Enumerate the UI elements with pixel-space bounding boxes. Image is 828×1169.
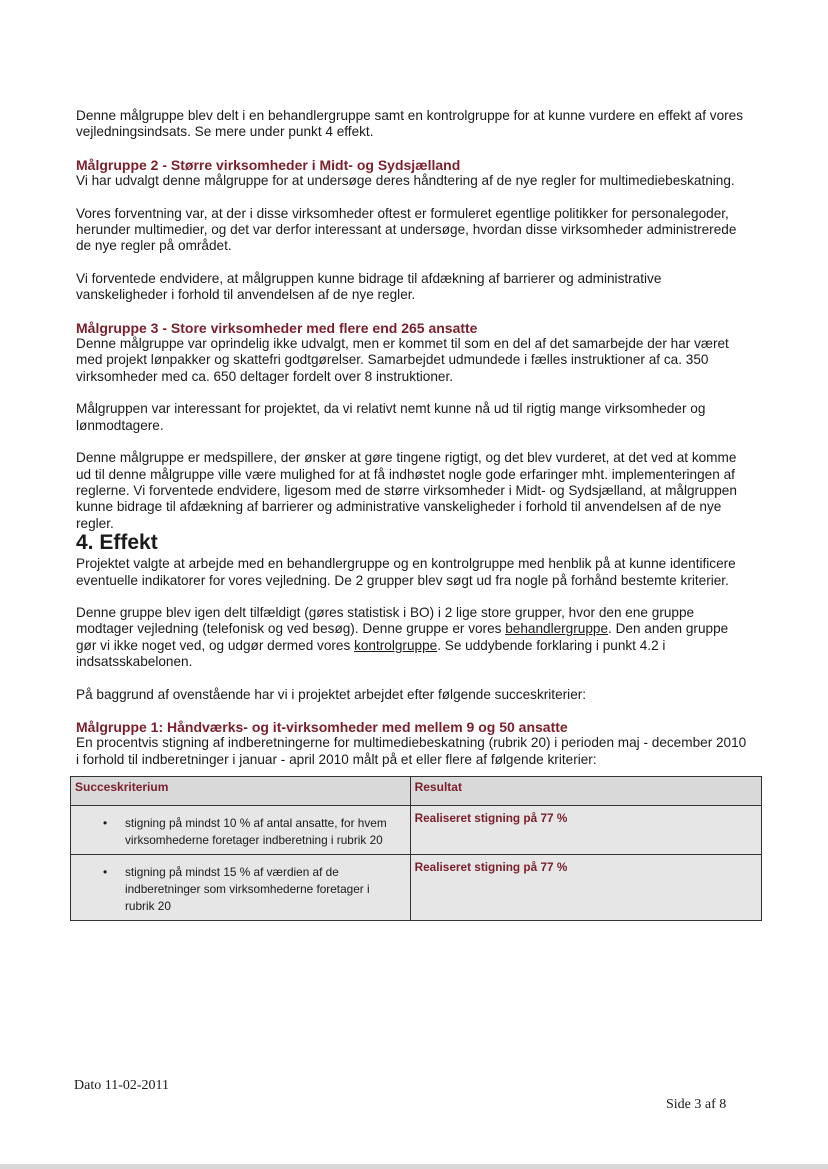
table-header-result: Resultat [410, 777, 761, 806]
effekt-p2-text-b: . Den anden gruppe gør vi ikke noget ved, og udgør dermed vores [76, 621, 729, 653]
result-text: Realiseret stigning på 77 % [414, 811, 568, 826]
group2-paragraph-3: Vi forventede endvidere, at målgruppen kunne bidrage til afdækning af barrierer og administrative vanskeligheder i forhold til anvendelsen af de nye regler. [76, 270, 662, 303]
kontrolgruppe-link: kontrolgruppe [354, 637, 438, 653]
table-header-row [71, 777, 762, 806]
success-criteria-table [70, 776, 762, 921]
table-header-criterion: Succeskriterium [71, 777, 411, 806]
group2-heading: Målgruppe 2 - Større virksomheder i Midt- og Sydsjælland [76, 156, 461, 173]
scan-edge-divider [0, 1164, 828, 1169]
table-row [71, 855, 762, 921]
footer-date: Dato 11-02-2011 [74, 1078, 169, 1093]
effekt-p2-text-a: Denne gruppe blev igen delt tilfældigt (gøres statistisk i BO) i 2 lige store grupper, hvor den ene gruppe modtager vejledning (telefonisk og ved besøg). Denne gruppe er vores [76, 604, 695, 637]
result-cell [410, 806, 761, 855]
criterion-cell [71, 855, 411, 921]
group2-paragraph-1: Vi har udvalgt denne målgruppe for at undersøge deres håndtering af de nye regler for multimediebeskatning. [76, 173, 735, 189]
criterion-item [75, 809, 406, 851]
effekt-p2-text-c: . Se uddybende forklaring i punkt 4.2 i indsatsskabelonen. [76, 637, 666, 670]
result-cell [410, 855, 761, 921]
group1-heading: Målgruppe 1: Håndværks- og it-virksomheder med mellem 9 og 50 ansatte [76, 718, 568, 735]
effekt-paragraph-3: På baggrund af ovenstående har vi i projektet arbejdet efter følgende succeskriterier: [76, 686, 587, 702]
bullet-icon: • [103, 865, 108, 880]
group3-heading: Målgruppe 3 - Store virksomheder med flere end 265 ansatte [76, 319, 478, 336]
effekt-paragraph-2 [76, 605, 752, 671]
table-row [71, 806, 762, 855]
page-content [76, 108, 752, 921]
result-text: Realiseret stigning på 77 % [414, 860, 568, 875]
group2-paragraph-2: Vores forventning var, at der i disse virksomheder oftest er formuleret egentlige politikker for personalegoder, herunder multimedier, og det var derfor interessant at undersøge, hvordan disse virksomheder administrerede de nye regler på området. [76, 205, 737, 254]
bullet-icon: • [103, 816, 108, 831]
group3-paragraph-3: Denne målgruppe er medspillere, der ønsker at gøre tingene rigtigt, og det blev vurderet, at det ved at komme ud til denne målgruppe ville være mulighed for at få indhøstet nogle gode erfaringer mht. implementeringen af reglerne. Vi forventede endvidere, ligesom med de større virksomheder i Midt- og Sydsjælland, at målgruppen kunne bidrage til afdækning af barrierer og administrative vanskeligheder i forhold til anvendelsen af de nye regler. [76, 450, 737, 531]
effekt-paragraph-1: Projektet valgte at arbejde med en behandlergruppe og en kontrolgruppe med henblik på at kunne identificere eventuelle indikatorer for vores vejledning. De 2 grupper blev søgt ud fra nogle på forhånd bestemte kriterier. [76, 556, 736, 588]
section-heading-effekt: 4. Effekt [76, 531, 158, 555]
criterion-text: stigning på mindst 10 % af antal ansatte, for hvem virksomhederne foretager indberetning i rubrik 20 [125, 816, 387, 848]
footer-page-number: Side 3 af 8 [666, 1097, 727, 1112]
criterion-cell [71, 806, 411, 855]
group3-paragraph-1: Denne målgruppe var oprindelig ikke udvalgt, men er kommet til som en del af det samarbejde der har været med projekt lønpakker og skattefri godtgørelser. Samarbejdet udmundede i fælles instruktioner af ca. 350 virksomheder med ca. 650 deltager fordelt over 8 instruktioner. [76, 336, 729, 384]
behandlergruppe-link: behandlergruppe [505, 621, 609, 637]
criterion-item [75, 858, 406, 917]
group1-paragraph-1: En procentvis stigning af indberetningerne for multimediebeskatning (rubrik 20) i perioden maj - december 2010 i forhold til indberetninger i januar - april 2010 målt på et eller flere af følgende kriterier: [76, 735, 747, 767]
group3-paragraph-2: Målgruppen var interessant for projektet, da vi relativt nemt kunne nå ud til rigtig mange virksomheder og lønmodtagere. [76, 401, 706, 433]
intro-paragraph: Denne målgruppe blev delt i en behandlergruppe samt en kontrolgruppe for at kunne vurdere en effekt af vores vejledningsindsats. Se mere under punkt 4 effekt. [76, 108, 744, 140]
criterion-text: stigning på mindst 15 % af værdien af de indberetninger som virksomhederne foretager i rubrik 20 [125, 865, 370, 914]
